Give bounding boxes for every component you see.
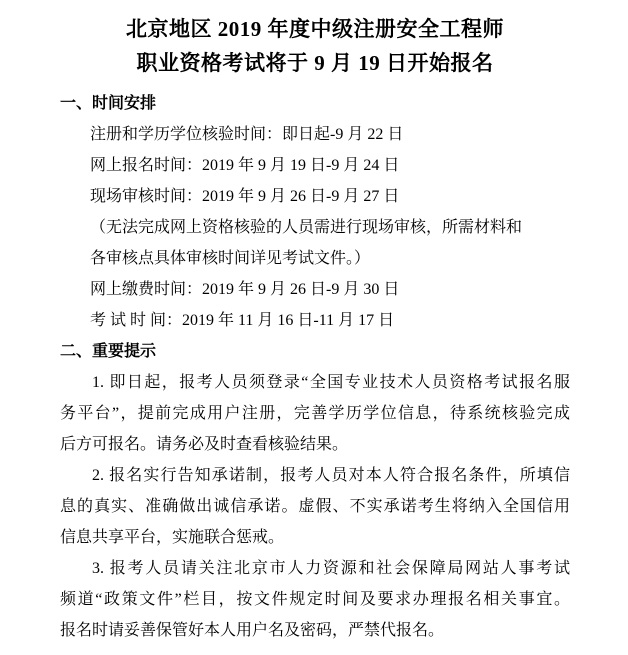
notice-para2-line2: 息的真实、准确做出诚信承诺。虚假、不实承诺考生将纳入全国信用 [60, 498, 570, 515]
document-title [60, 12, 570, 80]
notice-para3-line3: 报名时请妥善保管好本人用户名及密码，严禁代报名。 [60, 622, 445, 639]
notice-para2-line3: 信息共享平台，实施联合惩戒。 [60, 529, 285, 546]
notice-para3-line1: 3. 报考人员请关注北京市人力资源和社会保障局网站人事考试 [92, 560, 570, 577]
schedule-line-onsite-note-1: （无法完成网上资格核验的人员需进行现场审核，所需材料和 [90, 219, 523, 236]
notice-para1-line2: 务平台”，提前完成用户注册，完善学历学位信息，待系统核验完成 [60, 405, 570, 422]
notice-para1-line3: 后方可报名。请务必及时查看核验结果。 [60, 436, 349, 453]
title-line-1: 北京地区 2019 年度中级注册安全工程师 [126, 17, 504, 41]
notice-para1-line1: 1. 即日起，报考人员须登录“全国专业技术人员资格考试报名服 [92, 374, 570, 391]
section-heading-schedule: 一、时间安排 [60, 95, 157, 112]
schedule-line-payment-time: 网上缴费时间：2019 年 9 月 26 日-9 月 30 日 [90, 281, 400, 298]
schedule-line-verification-time: 注册和学历学位核验时间：即日起-9 月 22 日 [90, 126, 404, 143]
schedule-line-online-registration-time: 网上报名时间：2019 年 9 月 19 日-9 月 24 日 [90, 157, 400, 174]
title-line-2: 职业资格考试将于 9 月 19 日开始报名 [136, 51, 494, 75]
notice-para2-line1: 2. 报名实行告知承诺制，报考人员对本人符合报名条件，所填信 [92, 467, 570, 484]
notice-para3-line2: 频道“政策文件”栏目，按文件规定时间及要求办理报名相关事宜。 [60, 591, 570, 608]
schedule-line-onsite-review-time: 现场审核时间：2019 年 9 月 26 日-9 月 27 日 [90, 188, 400, 205]
schedule-line-onsite-note-2: 各审核点具体审核时间详见考试文件。） [90, 250, 371, 267]
section-heading-notice: 二、重要提示 [60, 343, 157, 360]
schedule-line-exam-time: 考 试 时 间：2019 年 11 月 16 日-11 月 17 日 [90, 312, 395, 329]
